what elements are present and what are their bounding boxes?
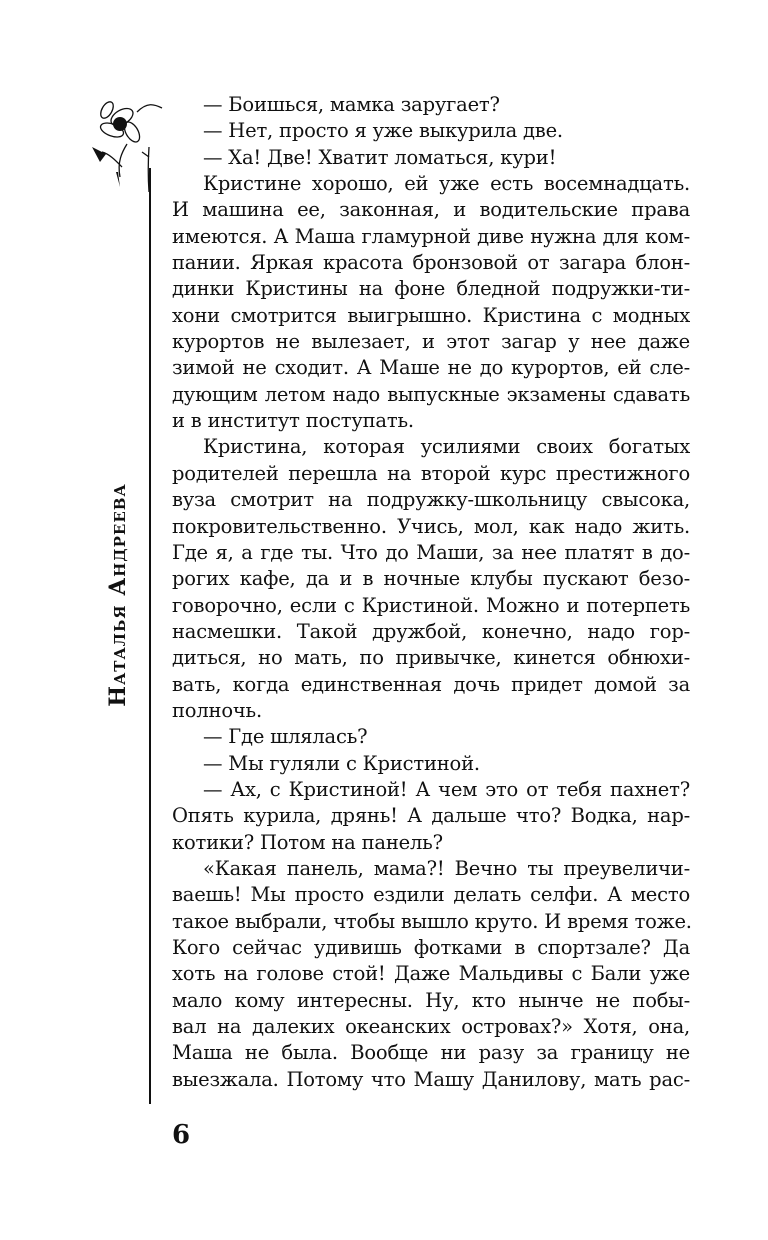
text-line: — Боишься, мамка заругает? — [203, 93, 500, 116]
text-line: — Ха! Две! Хватит ломаться, кури! — [203, 145, 557, 169]
text-line: — Где шлялась? — [203, 725, 368, 749]
author-name: Наталья Андреева — [105, 483, 131, 707]
body-text — [172, 92, 690, 1093]
text-line: «Какая панель, мама?! Вечно ты преувеличи- — [203, 856, 690, 880]
text-line: хони смотрится выигрышно. Кристина с модных — [172, 303, 690, 327]
text-line: хоть на голове стой! Даже Мальдивы с Бали уже — [172, 962, 690, 986]
text-line: вуза смотрит на подружку-школьницу свысока, — [172, 488, 690, 512]
paragraph — [172, 856, 690, 1093]
text-line: котики? Потом на панель? — [172, 830, 443, 854]
text-line: диться, но мать, по привычке, кинется обнюхи- — [172, 646, 690, 670]
text-line: — Нет, просто я уже выкурила две. — [203, 119, 563, 143]
text-line: рогих кафе, да и в ночные клубы пускают безо- — [172, 567, 690, 591]
text-line: полночь. — [172, 698, 262, 722]
text-line: Кого сейчас удивишь фотками в спортзале? Да — [172, 936, 690, 959]
page-number: 6 — [172, 1120, 191, 1150]
text-line: динки Кристины на фоне бледной подружки-ти- — [172, 277, 690, 301]
text-line: Опять курила, дрянь! А дальше что? Водка, нар- — [172, 804, 690, 828]
text-line: Маша не была. Вообще ни разу за границу не — [172, 1041, 690, 1065]
text-line: мало кому интересны. Ну, кто нынче не побы- — [172, 988, 690, 1012]
paragraph — [172, 434, 690, 724]
text-line: и в институт поступать. — [172, 409, 414, 433]
flower-ornament-icon — [82, 92, 172, 192]
paragraph — [172, 777, 690, 856]
text-line: родителей перешла на второй курс престижного — [172, 461, 690, 485]
text-line: Где я, а где ты. Что до Маши, за нее платят в до- — [172, 540, 690, 564]
text-line: Кристина, которая усилиями своих богатых — [203, 435, 690, 459]
paragraph — [172, 724, 690, 750]
paragraph — [172, 118, 690, 144]
text-line: выезжала. Потому что Машу Данилову, мать рас- — [172, 1067, 690, 1091]
text-line: имеются. А Маша гламурной диве нужна для ком- — [172, 224, 690, 248]
text-line: вать, когда единственная дочь придет домой за — [172, 672, 690, 696]
text-line: насмешки. Такой дружбой, конечно, надо гор- — [172, 619, 690, 643]
text-line: курортов не вылезает, и этот загар у нее даже — [172, 330, 690, 354]
text-line: зимой не сходит. А Маше не до курортов, ей сле- — [172, 356, 690, 380]
text-line: Кристине хорошо, ей уже есть восемнадцать. — [203, 172, 690, 196]
text-line: вал на далеких океанских островах?» Хотя, она, — [172, 1015, 690, 1039]
text-line: говорочно, если с Кристиной. Можно и потерпеть — [172, 593, 690, 617]
paragraph — [172, 92, 690, 118]
text-line: ваешь! Мы просто ездили делать селфи. А место — [172, 883, 690, 907]
text-line: И машина ее, законная, и водительские права — [172, 198, 690, 222]
margin-rule — [149, 168, 151, 1104]
text-line: такое выбрали, чтобы вышло круто. И время тоже. — [172, 909, 692, 933]
paragraph — [172, 145, 690, 171]
text-line: — Ах, с Кристиной! А чем это от тебя пахнет? — [203, 777, 690, 801]
paragraph — [172, 751, 690, 777]
text-line: — Мы гуляли с Кристиной. — [203, 751, 480, 775]
text-line: покровительственно. Учись, мол, как надо жить. — [172, 514, 690, 538]
text-line: пании. Яркая красота бронзовой от загара блон- — [172, 251, 690, 275]
text-line: дующим летом надо выпускные экзамены сдавать — [172, 382, 690, 406]
paragraph — [172, 171, 690, 434]
